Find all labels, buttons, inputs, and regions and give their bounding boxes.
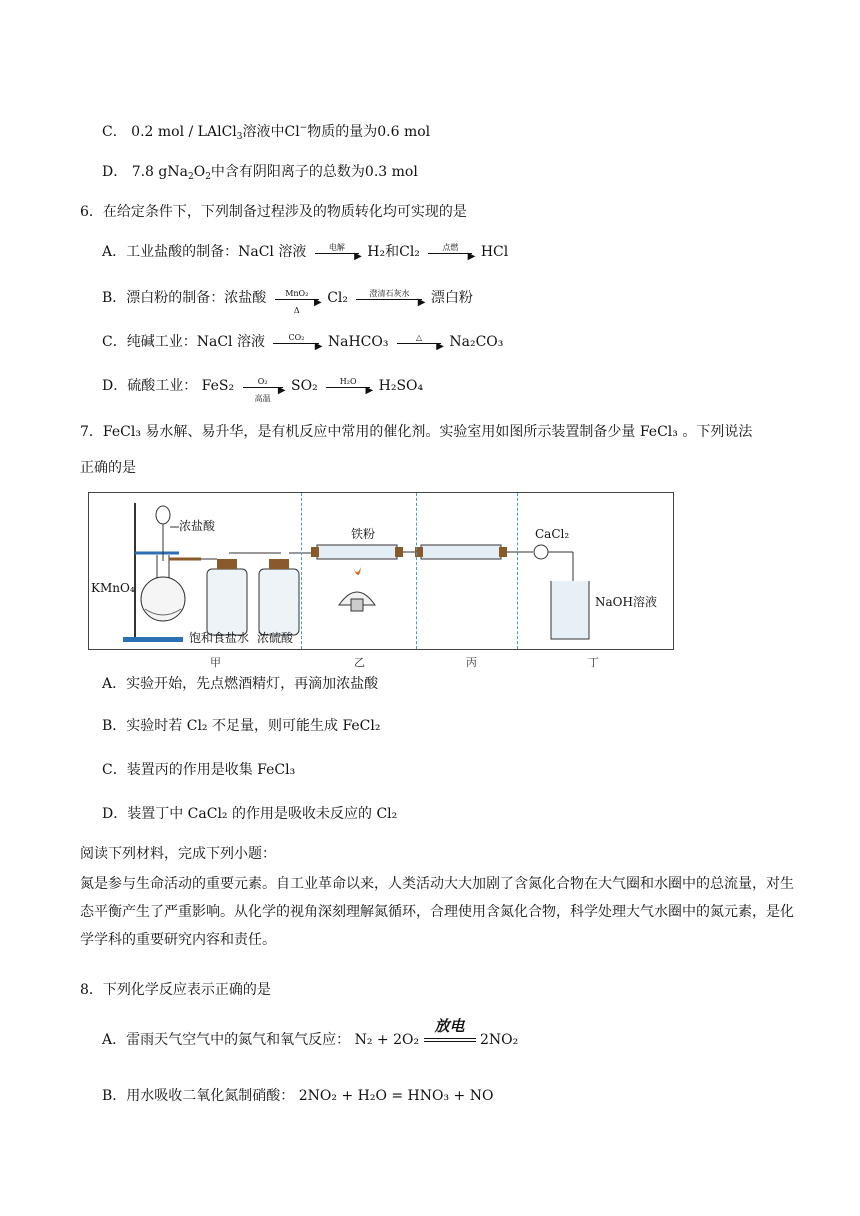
arrow-condition: 澄清石灰水 [369,288,410,298]
reading-intro: 阅读下列材料，完成下列小题： [80,846,276,862]
option-text: 漂白粉 [430,290,473,306]
arrow-condition: △ [415,332,423,342]
option-letter: D． [102,378,128,394]
q6-option-c [102,332,503,352]
reaction-arrow: △ ▶ [397,341,441,344]
option-letter: D． [102,806,128,822]
option-text: 中含有阴阳离子的总数为0.3 mol [210,164,418,180]
section-divider [301,493,302,649]
q7-stem-line2: 正确的是 [80,460,136,476]
option-text: H₂和Cl₂ [367,244,420,260]
q6-option-a [102,242,508,262]
option-letter: B． [102,1088,127,1104]
option-text: Cl₂ [327,290,349,306]
caption-ding: 丁 [588,656,599,669]
option-letter: A． [102,676,127,692]
q7-option-c [102,760,295,780]
q8-stem: 8．下列化学反应表示正确的是 [80,982,271,998]
label-cacl2: CaCl₂ [535,527,570,541]
reaction-arrow: O₂ 高温 ▶ [243,385,283,388]
q7-option-d [102,804,397,824]
q6-option-b [102,288,473,315]
reaction-arrow: 电解 ▶ [315,251,359,254]
arrow-condition: MnO₂ [285,288,309,298]
arrow-condition: 高温 [254,393,271,403]
q5-option-c [102,118,430,147]
q8-option-b [102,1086,493,1106]
option-text: O [193,164,206,180]
arrow-condition: Δ [293,305,300,315]
option-text: 硫酸工业： FeS₂ [127,378,235,394]
label-kmno4: KMnO₄ [91,581,135,595]
arrow-condition: CO₂ [288,332,305,342]
option-letter: C． [102,762,127,778]
option-text: Na₂CO₃ [449,334,504,350]
option-letter: A． [102,1032,127,1048]
superscript: − [299,123,308,133]
option-text: 装置丙的作用是收集 FeCl₃ [126,762,296,778]
caption-yi: 乙 [354,656,365,669]
option-text: NaHCO₃ [327,334,389,350]
q7-option-a [102,674,378,694]
option-text: 工业盐酸的制备：NaCl 溶液 [126,244,307,260]
label-naoh: NaOH溶液 [595,595,657,609]
option-letter: D． [102,164,128,180]
option-text: 实验时若 Cl₂ 不足量，则可能生成 FeCl₂ [126,718,381,734]
option-text: 物质的量为0.6 mol [307,124,431,140]
option-text: 雷雨天气空气中的氮气和氧气反应： [126,1032,351,1048]
option-text: 实验开始，先点燃酒精灯，再滴加浓盐酸 [126,676,379,692]
reaction-arrow: 澄清石灰水 ▶ [356,297,422,300]
reaction-arrow: 点燃 ▶ [428,251,472,254]
option-letter: B． [102,290,127,306]
arrow-condition: O₂ [257,376,268,386]
option-text: H₂SO₄ [378,378,424,394]
label-brine: 饱和食盐水 [189,631,250,645]
discharge-condition [424,1017,476,1042]
reading-paragraph: 氮是参与生命活动的重要元素。自工业革命以来，人类活动大大加剧了含氮化合物在大气圈和水圈中的总流量，对生态平衡产生了严重影响。从化学的视角深刻理解氮循环，合理使用含氮化合物，科学处理大气水圈中的氮元素，是化学学科的重要研究内容和责任。 [80,876,794,948]
q7-stem-line1: 7．FeCl₃ 易水解、易升华，是有机反应中常用的催化剂。实验室用如图所示装置制备少量 FeCl₃ 。下列说法 [80,424,753,440]
equation-rhs: 2NO₂ [479,1032,519,1048]
reaction-arrow: MnO₂ Δ ▶ [275,297,319,300]
ion-symbol: Cl [284,124,300,140]
option-letter: C． [102,124,127,140]
subscript: 3 [236,132,243,142]
caption-bing: 丙 [466,656,477,669]
option-text: 漂白粉的制备：浓盐酸 [126,290,267,306]
q5-option-d [102,162,418,187]
reaction-arrow: H₂O ▶ [326,385,370,388]
label-iron: 铁粉 [351,527,376,541]
label-hcl: 浓盐酸 [179,519,216,533]
label-h2so4: 浓硫酸 [257,631,294,645]
q6-stem: 6．在给定条件下，下列制备过程涉及的物质转化均可实现的是 [80,204,467,220]
reaction-condition: 放电 [434,1017,465,1035]
subscript: 2 [187,172,194,182]
arrow-condition: H₂O [339,376,357,386]
arrow-condition: 电解 [328,242,345,252]
apparatus-figure [88,492,674,650]
apparatus-drawing [89,493,673,649]
option-text: 用水吸收二氧化氮制硝酸： [126,1088,295,1104]
q7-option-b [102,716,380,736]
option-text: HCl [480,244,509,260]
option-text: 装置丁中 CaCl₂ 的作用是吸收未反应的 Cl₂ [127,806,398,822]
option-letter: C． [102,334,127,350]
subscript: 2 [205,172,211,182]
option-letter: B． [102,718,127,734]
section-divider [517,493,518,649]
equation: 2NO₂ + H₂O = HNO₃ + NO [298,1088,494,1104]
option-text: 溶液中 [242,124,285,140]
q6-option-d [102,376,424,403]
option-text: 7.8 gNa [131,164,188,180]
reaction-arrow: CO₂ ▶ [273,341,319,344]
q8-option-a [102,1017,519,1050]
arrow-condition: 点燃 [442,242,459,252]
equation-lhs: N₂ + 2O₂ [354,1032,420,1048]
option-text: 0.2 mol / LAlCl [131,124,237,140]
caption-jia: 甲 [210,656,221,669]
option-letter: A． [102,244,127,260]
option-text: 纯碱工业：NaCl 溶液 [126,334,265,350]
section-divider [416,493,417,649]
option-text: SO₂ [291,378,318,394]
